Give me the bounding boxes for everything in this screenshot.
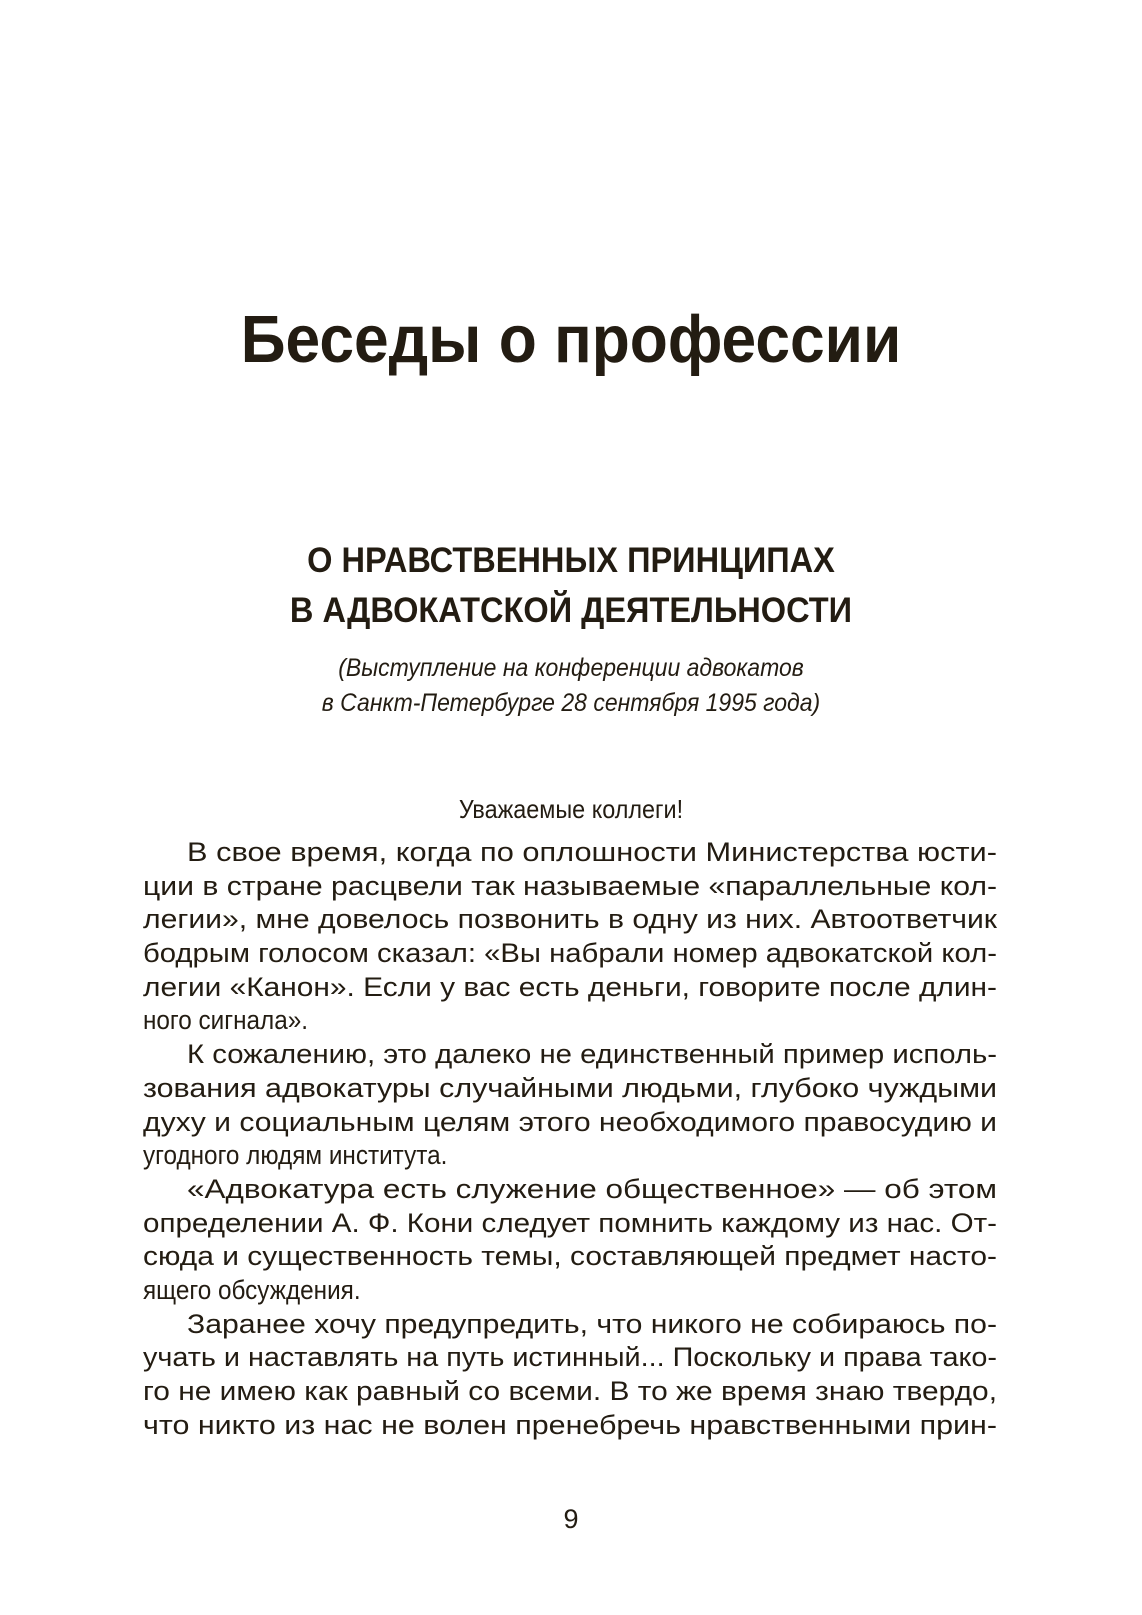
- body-line: [143, 1173, 997, 1207]
- article-subtitle: [46, 651, 1097, 721]
- article-title-line: В АДВОКАТСКОЙ ДЕЯТЕЛЬНОСТИ: [289, 591, 853, 630]
- body-line-text: что никто из нас не волен пренебречь нравственными прин-: [143, 1409, 997, 1440]
- body-line: [143, 1072, 997, 1106]
- body-line-text: духу и социальным целям этого необходимого правосудию и: [143, 1106, 997, 1137]
- body-line: [143, 1139, 997, 1173]
- subtitle-line: (Выступление на конференции адвокатов: [338, 654, 804, 682]
- subtitle-line: в Санкт-Петербурге 28 сентября 1995 года): [321, 689, 821, 717]
- body-line: [143, 1274, 997, 1308]
- body-line: [143, 1106, 997, 1140]
- body-line: [143, 870, 997, 904]
- body-line: [143, 1004, 997, 1038]
- body-line-text: ции в стране расцвели так называемые «параллельные кол-: [143, 870, 997, 901]
- body-line: [143, 1308, 997, 1342]
- body-line-text: го не имею как равный со всеми. В то же время знаю твердо,: [143, 1376, 997, 1406]
- body-line-text: зования адвокатуры случайными людьми, глубоко чуждыми: [143, 1072, 997, 1103]
- body-line-text: К сожалению, это далеко не единственный пример исполь-: [187, 1039, 997, 1070]
- article-body: [143, 836, 997, 1442]
- body-line: [143, 1240, 997, 1274]
- body-line: [143, 1038, 997, 1072]
- article-title-line: О НРАВСТВЕННЫХ ПРИНЦИПАХ: [307, 541, 835, 580]
- section-title: Беседы о профессии: [240, 302, 902, 377]
- body-line-text: сюда и существенность темы, составляющей предмет насто-: [143, 1241, 998, 1272]
- body-line-text: бодрым голосом сказал: «Вы набрали номер адвокатской кол-: [143, 938, 997, 969]
- body-line-text: угодного людям института.: [143, 1140, 448, 1171]
- article-title: [40, 536, 1102, 636]
- body-line: [143, 903, 997, 937]
- body-line: [143, 836, 997, 870]
- body-line: [143, 1409, 997, 1443]
- greeting: Уважаемые коллеги!: [458, 794, 684, 824]
- body-line: [143, 937, 997, 971]
- page-number: 9: [563, 1504, 579, 1534]
- body-line: [143, 1341, 997, 1375]
- body-line-text: ного сигнала».: [143, 1005, 309, 1036]
- body-line-text: В свое время, когда по оплошности Министерства юсти-: [187, 837, 998, 867]
- body-line-text: учать и наставлять на путь истинный... Поскольку и права тако-: [143, 1342, 997, 1373]
- body-line-text: легии», мне довелось позвонить в одну из них. Автоответчик: [143, 904, 997, 935]
- body-line: [143, 1207, 997, 1241]
- body-line-text: Заранее хочу предупредить, что никого не собираюсь по-: [187, 1308, 997, 1339]
- body-line-text: ящего обсуждения.: [143, 1274, 361, 1305]
- body-line-text: «Адвокатура есть служение общественное» — об этом: [187, 1173, 997, 1204]
- body-line: [143, 1375, 997, 1409]
- body-line: [143, 971, 997, 1005]
- body-line-text: легии «Канон». Если у вас есть деньги, говорите после длин-: [143, 971, 997, 1002]
- body-line-text: определении А. Ф. Кони следует помнить каждому из нас. От-: [143, 1207, 997, 1238]
